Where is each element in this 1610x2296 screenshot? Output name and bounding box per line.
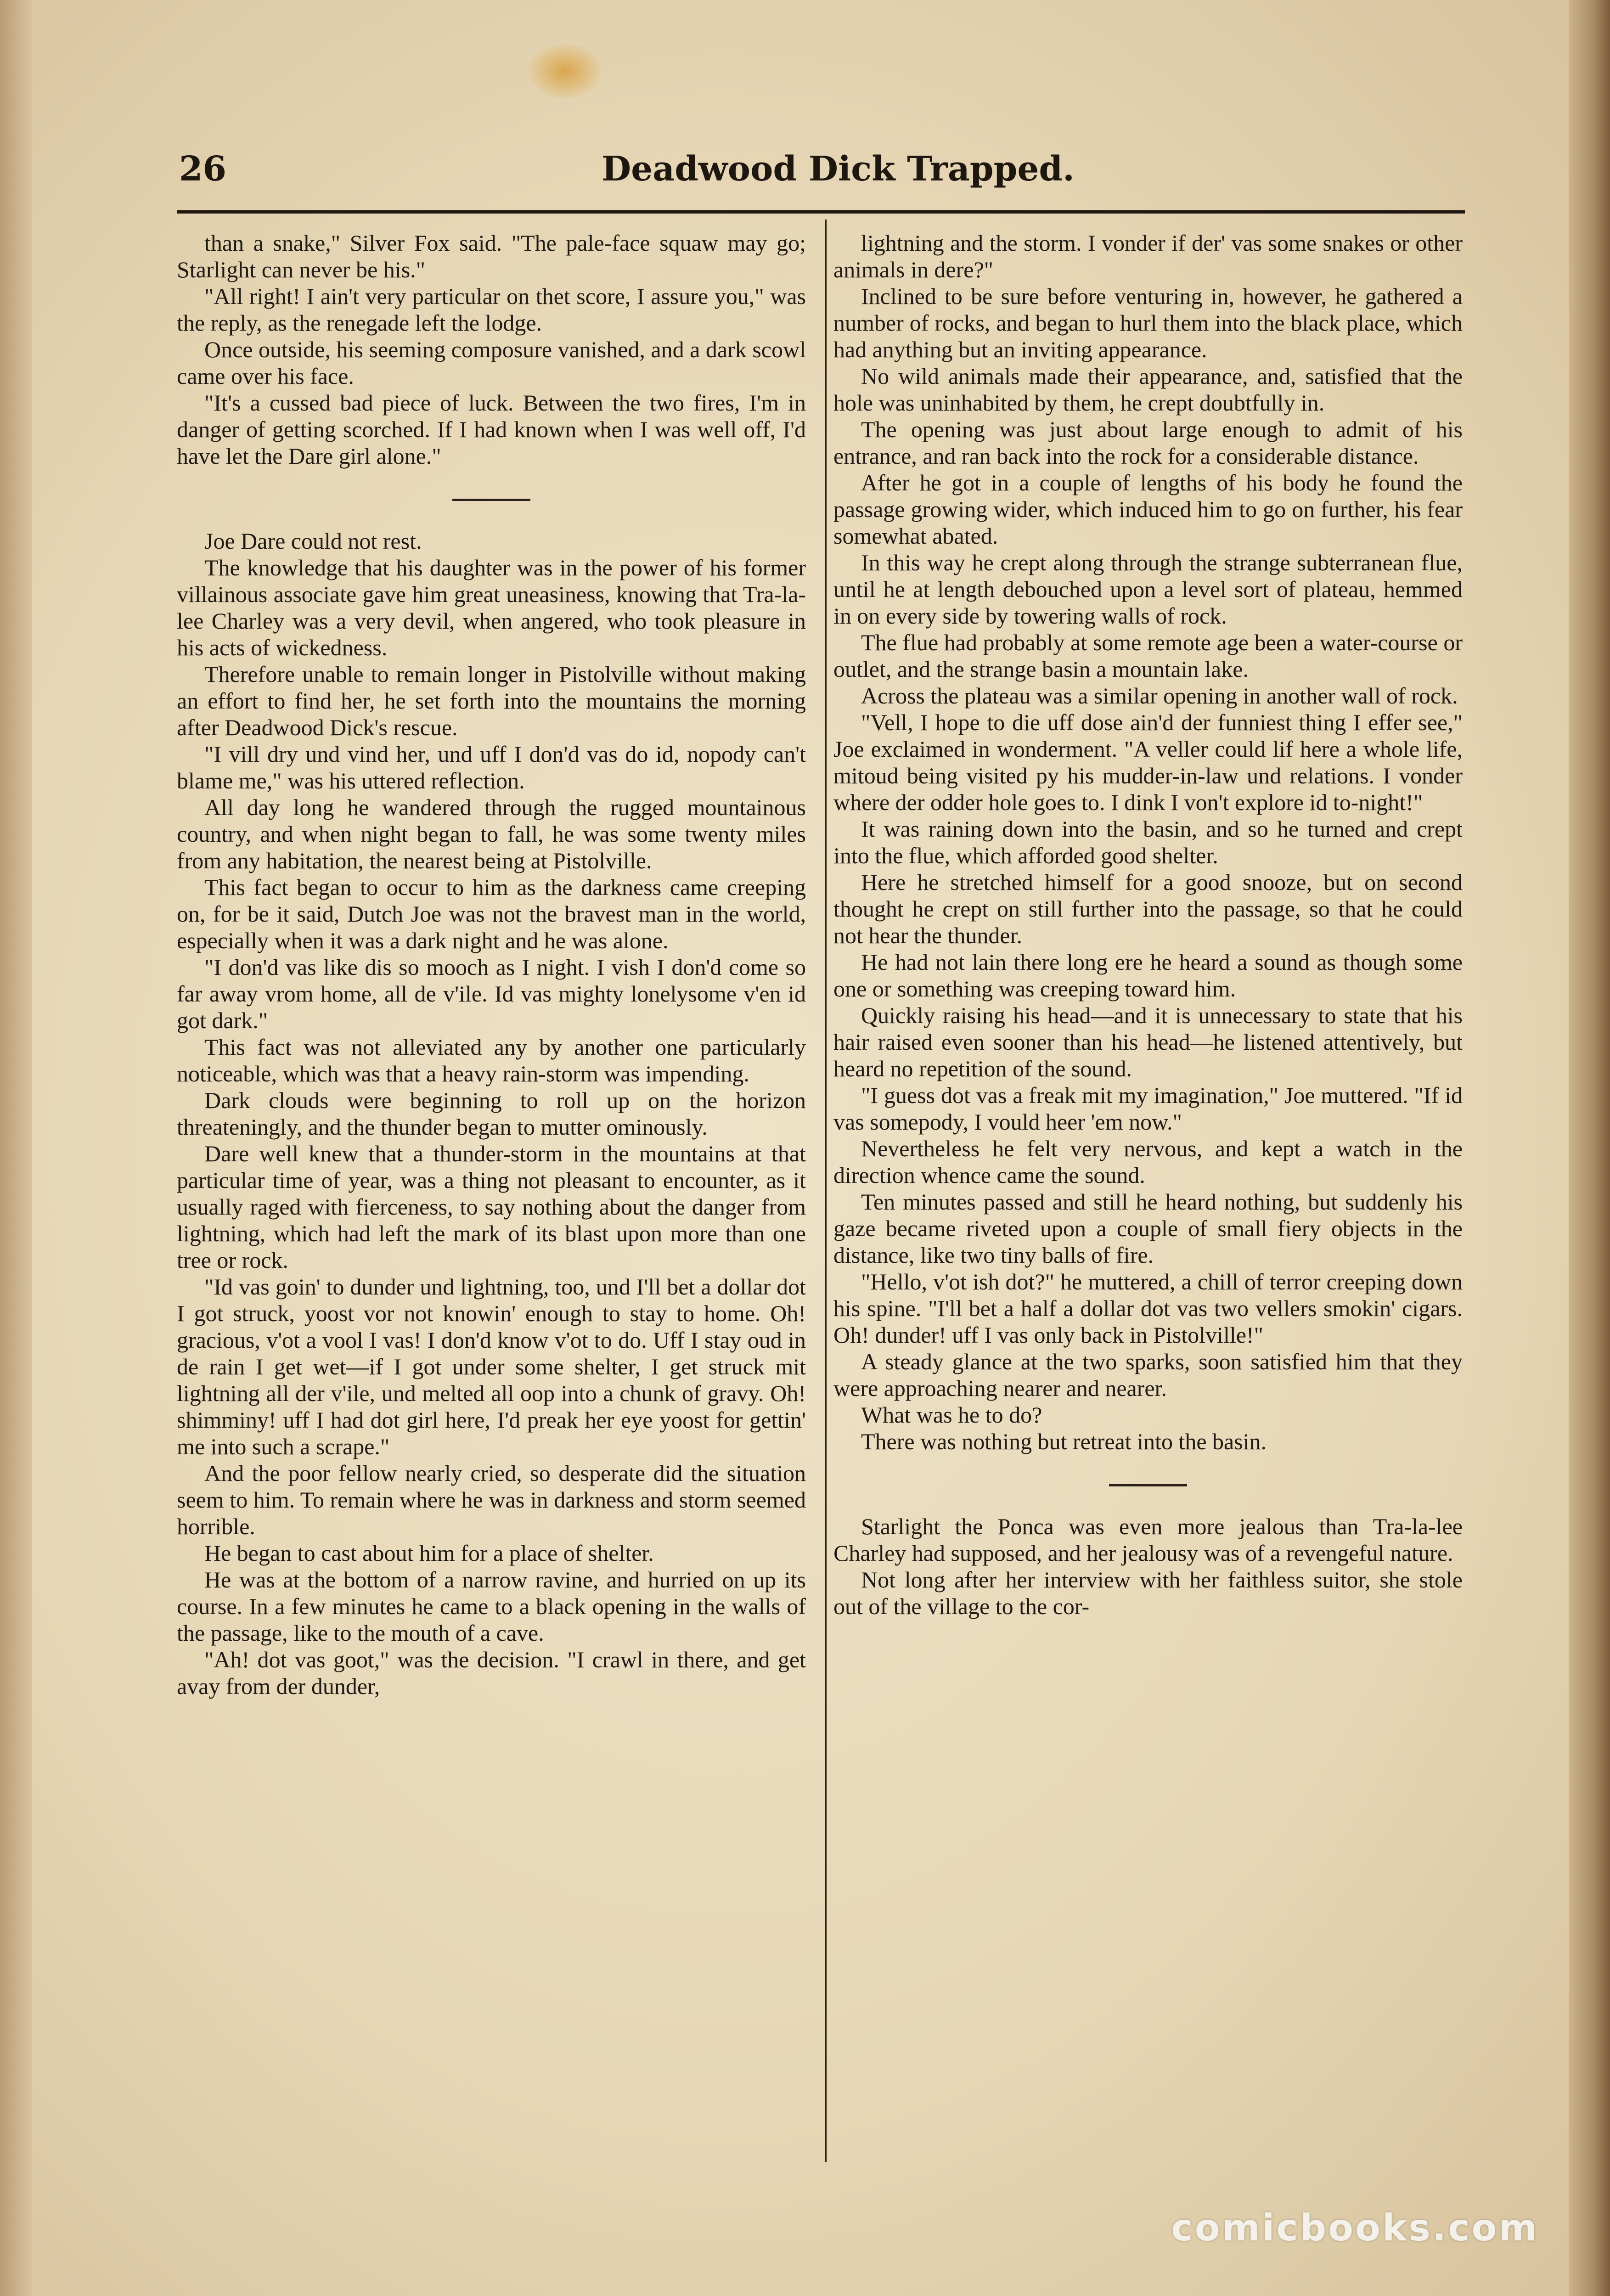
- paragraph: "It's a cussed bad piece of luck. Between the two fires, I'm in danger of getting scorched. If I had known when I was well off, I'd have let the Dare girl alone.": [177, 390, 806, 469]
- page-left-edge: [0, 0, 32, 2296]
- paragraph: "Id vas goin' to dunder und lightning, too, und I'll bet a dollar dot I got struck, yoost vor not knowin' enough to stay to home. Oh! gracious, v'ot a vool I vas! I don'd know v'ot to do. Uff I stay oud in de rain I get wet—if I got under some shelter, I get struck mit lightning all der v'ile, und melted all oop into a chunk of gravy. Oh! shimminy! uff I had dot girl here, I'd preak her eye yoost for gettin' me into such a scrape.": [177, 1274, 806, 1459]
- header-rule: [177, 210, 1465, 214]
- paragraph: This fact began to occur to him as the darkness came creeping on, for be it said, Dutch Joe was not the bravest man in the world, especially when it was a dark night and he was alone.: [177, 874, 806, 953]
- paragraph: After he got in a couple of lengths of his body he found the passage growing wider, which induced him to go on further, his fear somewhat abated.: [833, 470, 1463, 549]
- paragraph: "All right! I ain't very particular on thet score, I assure you," was the reply, as the renegade left the lodge.: [177, 283, 806, 336]
- left-column-text: [177, 230, 806, 469]
- paragraph: "Vell, I hope to die uff dose ain'd der funniest thing I effer see," Joe exclaimed in wonderment. "A veller could lif here a whole life, mitoud being visited py his mudder-in-law und relations. I vonder where der odder hole goes to. I dink I von't explore id to-night!": [833, 709, 1463, 815]
- page-header: [179, 145, 1465, 204]
- paragraph: The opening was just about large enough to admit of his entrance, and ran back into the rock for a considerable distance.: [833, 416, 1463, 469]
- section-break-rule: [452, 499, 530, 501]
- paragraph: Once outside, his seeming composure vanished, and a dark scowl came over his face.: [177, 337, 806, 389]
- paragraph: "Ah! dot vas goot," was the decision. "I crawl in there, and get avay from der dunder,: [177, 1647, 806, 1699]
- site-watermark: comicbooks.com: [1171, 2206, 1539, 2249]
- right-column-text-continued: [833, 1513, 1463, 1620]
- paragraph: "I vill dry und vind her, und uff I don'd vas do id, nopody can't blame me," was his uttered reflection.: [177, 741, 806, 793]
- paragraph: It was raining down into the basin, and so he turned and crept into the flue, which afforded good shelter.: [833, 816, 1463, 868]
- right-column: [833, 230, 1463, 1620]
- paragraph: Quickly raising his head—and it is unnecessary to state that his hair raised even sooner than his head—he listened attentively, but heard no repetition of the sound.: [833, 1002, 1463, 1081]
- page-number: 26: [179, 149, 226, 189]
- right-column-text: [833, 230, 1463, 1455]
- left-column-text-continued: [177, 528, 806, 1699]
- left-column: [177, 230, 806, 1699]
- paragraph: And the poor fellow nearly cried, so desperate did the situation seem to him. To remain where he was in darkness and storm seemed horrible.: [177, 1460, 806, 1539]
- paragraph: What was he to do?: [861, 1402, 1042, 1428]
- paragraph: He began to cast about him for a place of shelter.: [204, 1540, 654, 1566]
- paragraph: Across the plateau was a similar opening in another wall of rock.: [861, 683, 1458, 709]
- paragraph: Ten minutes passed and still he heard nothing, but suddenly his gaze became riveted upon a couple of small fiery objects in the distance, like two tiny balls of fire.: [833, 1189, 1463, 1268]
- paragraph: than a snake," Silver Fox said. "The pale-face squaw may go; Starlight can never be his.": [177, 230, 806, 282]
- paragraph: This fact was not alleviated any by another one particularly noticeable, which was that a heavy rain-storm was impending.: [177, 1034, 806, 1086]
- paragraph: Therefore unable to remain longer in Pistolville without making an effort to find her, he set forth into the mountains the morning after Deadwood Dick's rescue.: [177, 661, 806, 740]
- paragraph: Dark clouds were beginning to roll up on the horizon threateningly, and the thunder began to mutter ominously.: [177, 1087, 806, 1140]
- paragraph: The flue had probably at some remote age been a water-course or outlet, and the strange basin a mountain lake.: [833, 630, 1463, 682]
- page-binding-edge: [1569, 0, 1610, 2296]
- paragraph: Dare well knew that a thunder-storm in the mountains at that particular time of year, was a thing not pleasant to encounter, as it usually raged with fierceness, to say nothing about the danger from lightning, which had left the mark of its blast upon more than one tree or rock.: [177, 1141, 806, 1273]
- paragraph: Here he stretched himself for a good snooze, but on second thought he crept on still further into the passage, so that he could not hear the thunder.: [833, 869, 1463, 948]
- paragraph: In this way he crept along through the strange subterranean flue, until he at length debouched upon a level sort of plateau, hemmed in on every side by towering walls of rock.: [833, 550, 1463, 629]
- paragraph: Inclined to be sure before venturing in, however, he gathered a number of rocks, and began to hurl them into the black place, which had anything but an inviting appearance.: [833, 283, 1463, 362]
- paragraph: A steady glance at the two sparks, soon satisfied him that they were approaching nearer and nearer.: [833, 1349, 1463, 1401]
- paragraph: Joe Dare could not rest.: [204, 528, 422, 554]
- paragraph: "I don'd vas like dis so mooch as I night. I vish I don'd come so far away vrom home, all de v'ile. Id vas mighty lonelysome v'en id got dark.": [177, 954, 806, 1033]
- paragraph: All day long he wandered through the rugged mountainous country, and when night began to fall, he was some twenty miles from any habitation, the nearest being at Pistolville.: [177, 794, 806, 873]
- paragraph: "Hello, v'ot ish dot?" he muttered, a chill of terror creeping down his spine. "I'll bet a half a dollar dot vas two vellers smokin' cigars. Oh! dunder! uff I vas only back in Pistolville!": [833, 1269, 1463, 1348]
- paragraph: lightning and the storm. I vonder if der' vas some snakes or other animals in dere?": [833, 230, 1463, 282]
- paragraph: Starlight the Ponca was even more jealous than Tra-la-lee Charley had supposed, and her jealousy was of a revengeful nature.: [833, 1514, 1463, 1566]
- paragraph: The knowledge that his daughter was in the power of his former villainous associate gave him great uneasiness, knowing that Tra-la-lee Charley was a very devil, when angered, who took pleasure in his acts of wickedness.: [177, 555, 806, 660]
- paragraph: He had not lain there long ere he heard a sound as though some one or something was creeping toward him.: [833, 949, 1463, 1002]
- paragraph: Nevertheless he felt very nervous, and kept a watch in the direction whence came the sound.: [833, 1136, 1463, 1188]
- paragraph: He was at the bottom of a narrow ravine, and hurried on up its course. In a few minutes he came to a black opening in the walls of the passage, like to the mouth of a cave.: [177, 1567, 806, 1646]
- running-title: Deadwood Dick Trapped.: [602, 149, 1075, 189]
- paper-stain: [528, 44, 602, 99]
- paragraph: Not long after her interview with her faithless suitor, she stole out of the village to the cor-: [833, 1567, 1463, 1619]
- section-break-rule: [1109, 1484, 1187, 1486]
- paragraph: No wild animals made their appearance, and, satisfied that the hole was uninhabited by them, he crept doubtfully in.: [833, 363, 1463, 416]
- column-divider: [825, 219, 827, 2162]
- paragraph: "I guess dot vas a freak mit my imagination," Joe muttered. "If id vas somepody, I vould heer 'em now.": [833, 1082, 1463, 1135]
- paragraph: There was nothing but retreat into the basin.: [861, 1429, 1267, 1454]
